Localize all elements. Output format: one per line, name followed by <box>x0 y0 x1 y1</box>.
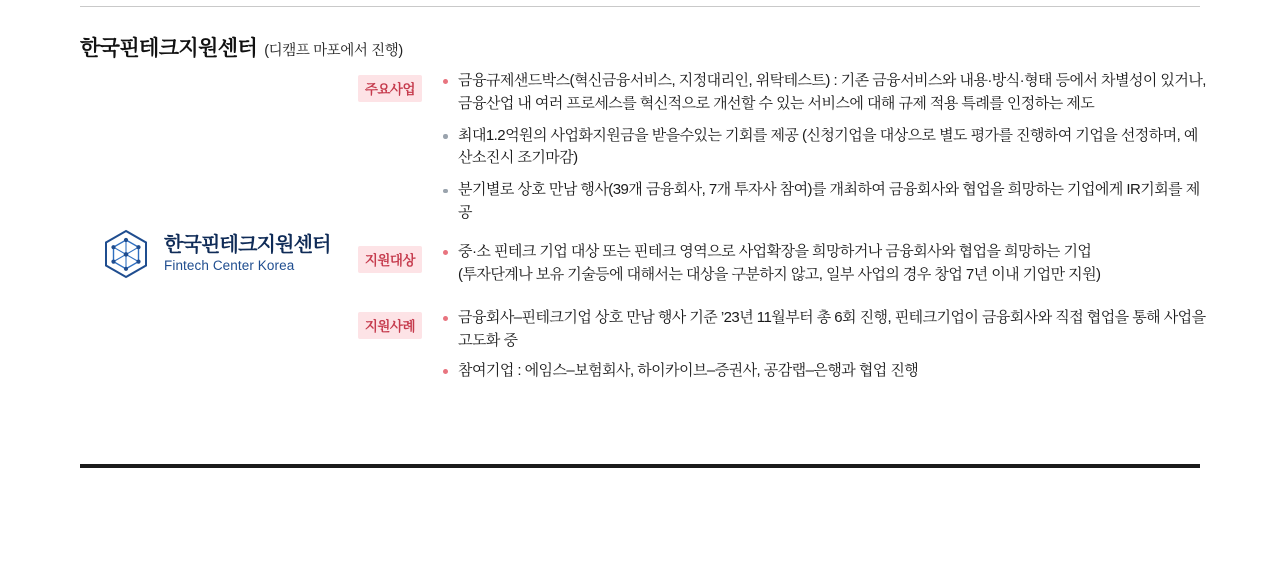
section-label <box>356 70 422 102</box>
list-item: 분기별로 상호 만남 행사(39개 금융회사, 7개 투자사 참여)를 개최하여 금융회사와 협업을 희망하는 기업에게 IR기회를 제공 <box>442 179 1206 225</box>
tag-support-target: 지원대상 <box>358 246 422 273</box>
bullet-list-support-target <box>442 241 1206 287</box>
bottom-divider <box>80 464 1200 468</box>
page-title-sub: (디캠프 마포에서 진행) <box>264 43 403 59</box>
bullet-list-main-business <box>442 70 1206 225</box>
logo-text <box>164 235 331 273</box>
tag-support-case: 지원사례 <box>358 312 422 339</box>
bullet-list-support-case <box>442 307 1206 382</box>
section-body <box>422 70 1206 225</box>
list-item-note: (투자단계나 보유 기술등에 대해서는 대상을 구분하지 않고, 일부 사업의 경우 창업 7년 이내 기업만 지원) <box>458 265 1101 283</box>
section-label <box>356 241 422 273</box>
section-support-target <box>356 241 1206 294</box>
content-area <box>356 70 1206 404</box>
section-body <box>422 307 1206 389</box>
section-main-business <box>356 70 1206 225</box>
section-support-case <box>356 307 1206 389</box>
list-item: 최대1.2억원의 사업화지원금을 받을수있는 기회를 제공 (신청기업을 대상으로 별도 평가를 진행하여 기업을 선정하며, 예산소진시 조기마감) <box>442 125 1206 171</box>
list-item: 금융회사–핀테크기업 상호 만남 행사 기준 ’23년 11월부터 총 6회 진행, 핀테크기업이 금융회사와 직접 협업을 통해 사업을 고도화 중 <box>442 307 1206 353</box>
section-label <box>356 307 422 339</box>
list-item-line: 중·소 핀테크 기업 대상 또는 핀테크 영역으로 사업확장을 희망하거나 금융회사와 협업을 희망하는 기업 <box>458 242 1092 260</box>
hexagon-network-logo-icon <box>100 228 152 280</box>
logo-name-en: Fintech Center Korea <box>164 257 295 273</box>
section-body <box>422 241 1206 294</box>
logo-name-ko: 한국핀테크지원센터 <box>164 233 331 256</box>
list-item <box>442 241 1206 287</box>
list-item: 금융규제샌드박스(혁신금융서비스, 지정대리인, 위탁테스트) : 기존 금융서비스와 내용·방식·형태 등에서 차별성이 있거나, 금융산업 내 여러 프로세스를 혁신적으로 개선할 수 있는 서비스에 대해 규제 적용 특례를 인정하는 제도 <box>442 70 1206 116</box>
organization-logo <box>100 228 331 280</box>
tag-main-business: 주요사업 <box>358 75 422 102</box>
top-divider <box>80 6 1200 7</box>
page-title <box>80 32 403 62</box>
page-title-main: 한국핀테크지원센터 <box>80 37 258 60</box>
list-item: 참여기업 : 에임스–보험회사, 하이카이브–증권사, 공감랩–은행과 협업 진행 <box>442 360 1206 383</box>
